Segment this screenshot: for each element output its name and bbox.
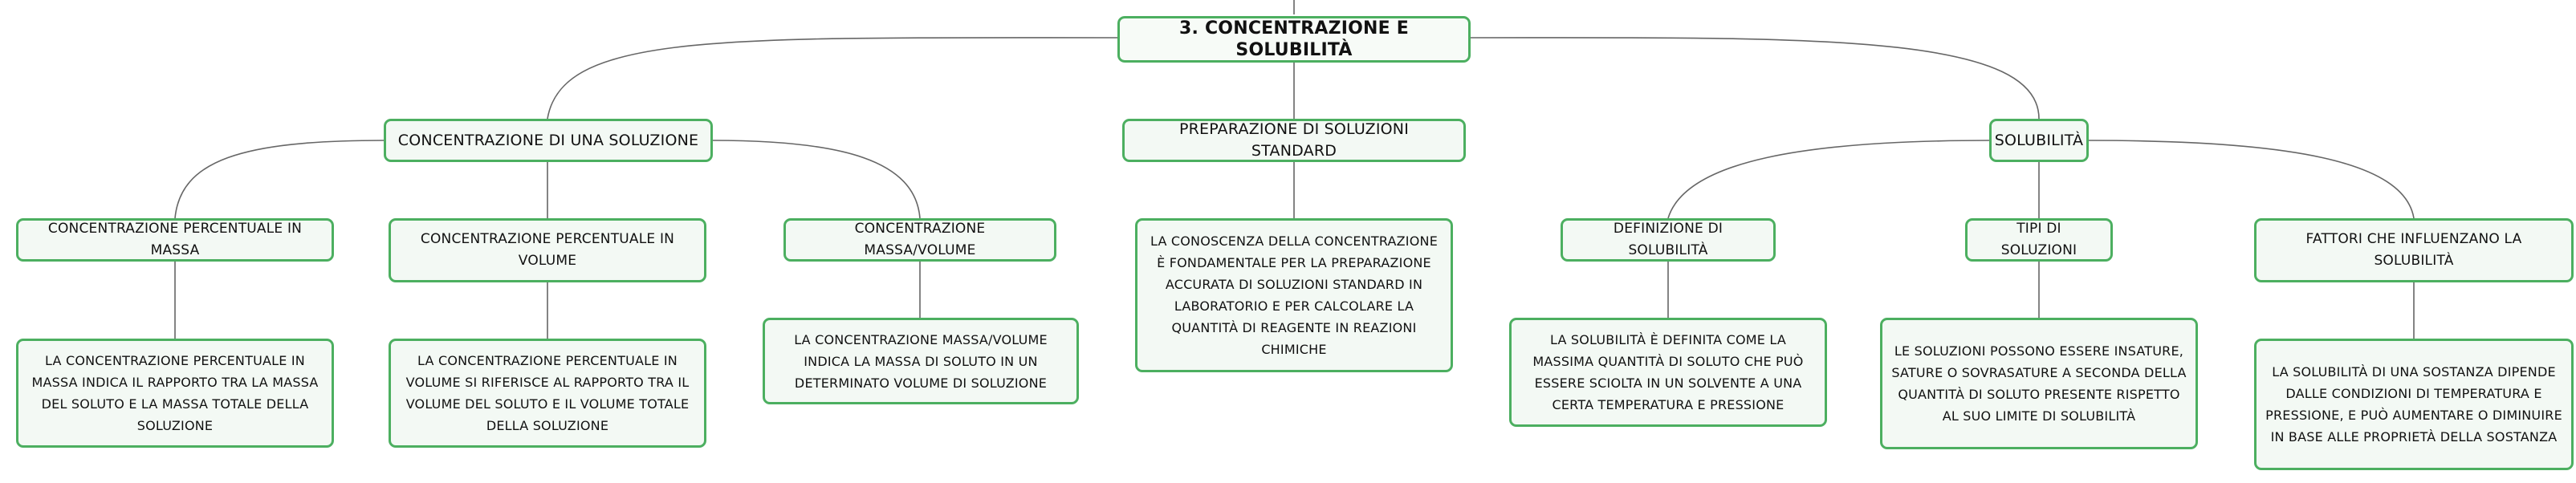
topic-percentuale-massa[interactable]: CONCENTRAZIONE PERCENTUALE IN MASSA — [16, 218, 334, 262]
connector-conc-massa — [175, 140, 384, 218]
topic-fattori-solubilita[interactable]: FATTORI CHE INFLUENZANO LA SOLUBILITÀ — [2254, 218, 2574, 282]
connector-sol-definizione — [1668, 140, 1989, 218]
connector-root-concentrazione — [547, 38, 1119, 119]
note-tipi-soluzioni[interactable]: LE SOLUZIONI POSSONO ESSERE INSATURE, SATURE O SOVRASATURE A SECONDA DELLA QUANTITÀ DI SOLUTO PRESENTE RISPETTO AL SUO LIMITE DI SOLUBILITÀ — [1880, 318, 2198, 449]
connector-conc-massavolume — [713, 140, 920, 218]
note-preparazione-standard[interactable]: LA CONOSCENZA DELLA CONCENTRAZIONE È FONDAMENTALE PER LA PREPARAZIONE ACCURATA DI SOLUZIONI STANDARD IN LABORATORIO E PER CALCOLARE LA QUANTITÀ DI REAGENTE IN REAZIONI CHIMICHE — [1135, 218, 1453, 372]
note-percentuale-massa[interactable]: LA CONCENTRAZIONE PERCENTUALE IN MASSA INDICA IL RAPPORTO TRA LA MASSA DEL SOLUTO E LA MASSA TOTALE DELLA SOLUZIONE — [16, 339, 334, 448]
note-definizione-solubilita[interactable]: LA SOLUBILITÀ È DEFINITA COME LA MASSIMA QUANTITÀ DI SOLUTO CHE PUÒ ESSERE SCIOLTA IN UN SOLVENTE A UNA CERTA TEMPERATURA E PRESSIONE — [1509, 318, 1827, 427]
note-percentuale-volume[interactable]: LA CONCENTRAZIONE PERCENTUALE IN VOLUME SI RIFERISCE AL RAPPORTO TRA IL VOLUME DEL SOLUTO E IL VOLUME TOTALE DELLA SOLUZIONE — [389, 339, 706, 448]
topic-tipi-soluzioni[interactable]: TIPI DI SOLUZIONI — [1965, 218, 2113, 262]
connector-sol-fattori — [2089, 140, 2414, 218]
topic-massa-volume[interactable]: CONCENTRAZIONE MASSA/VOLUME — [783, 218, 1056, 262]
note-massa-volume[interactable]: LA CONCENTRAZIONE MASSA/VOLUME INDICA LA MASSA DI SOLUTO IN UN DETERMINATO VOLUME DI SOLUZIONE — [763, 318, 1079, 404]
topic-definizione-solubilita[interactable]: DEFINIZIONE DI SOLUBILITÀ — [1561, 218, 1776, 262]
root-topic[interactable]: 3. CONCENTRAZIONE E SOLUBILITÀ — [1117, 16, 1471, 63]
note-fattori-solubilita[interactable]: LA SOLUBILITÀ DI UNA SOSTANZA DIPENDE DALLE CONDIZIONI DI TEMPERATURA E PRESSIONE, E PUÒ AUMENTARE O DIMINUIRE IN BASE ALLE PROPRIETÀ DELLA SOSTANZA — [2254, 339, 2574, 470]
topic-percentuale-volume[interactable]: CONCENTRAZIONE PERCENTUALE IN VOLUME — [389, 218, 706, 282]
connector-root-solubilita — [1471, 38, 2039, 119]
topic-preparazione-soluzioni-standard[interactable]: PREPARAZIONE DI SOLUZIONI STANDARD — [1122, 119, 1466, 162]
topic-concentrazione-soluzione[interactable]: CONCENTRAZIONE DI UNA SOLUZIONE — [384, 119, 713, 162]
topic-solubilita[interactable]: SOLUBILITÀ — [1989, 119, 2089, 162]
